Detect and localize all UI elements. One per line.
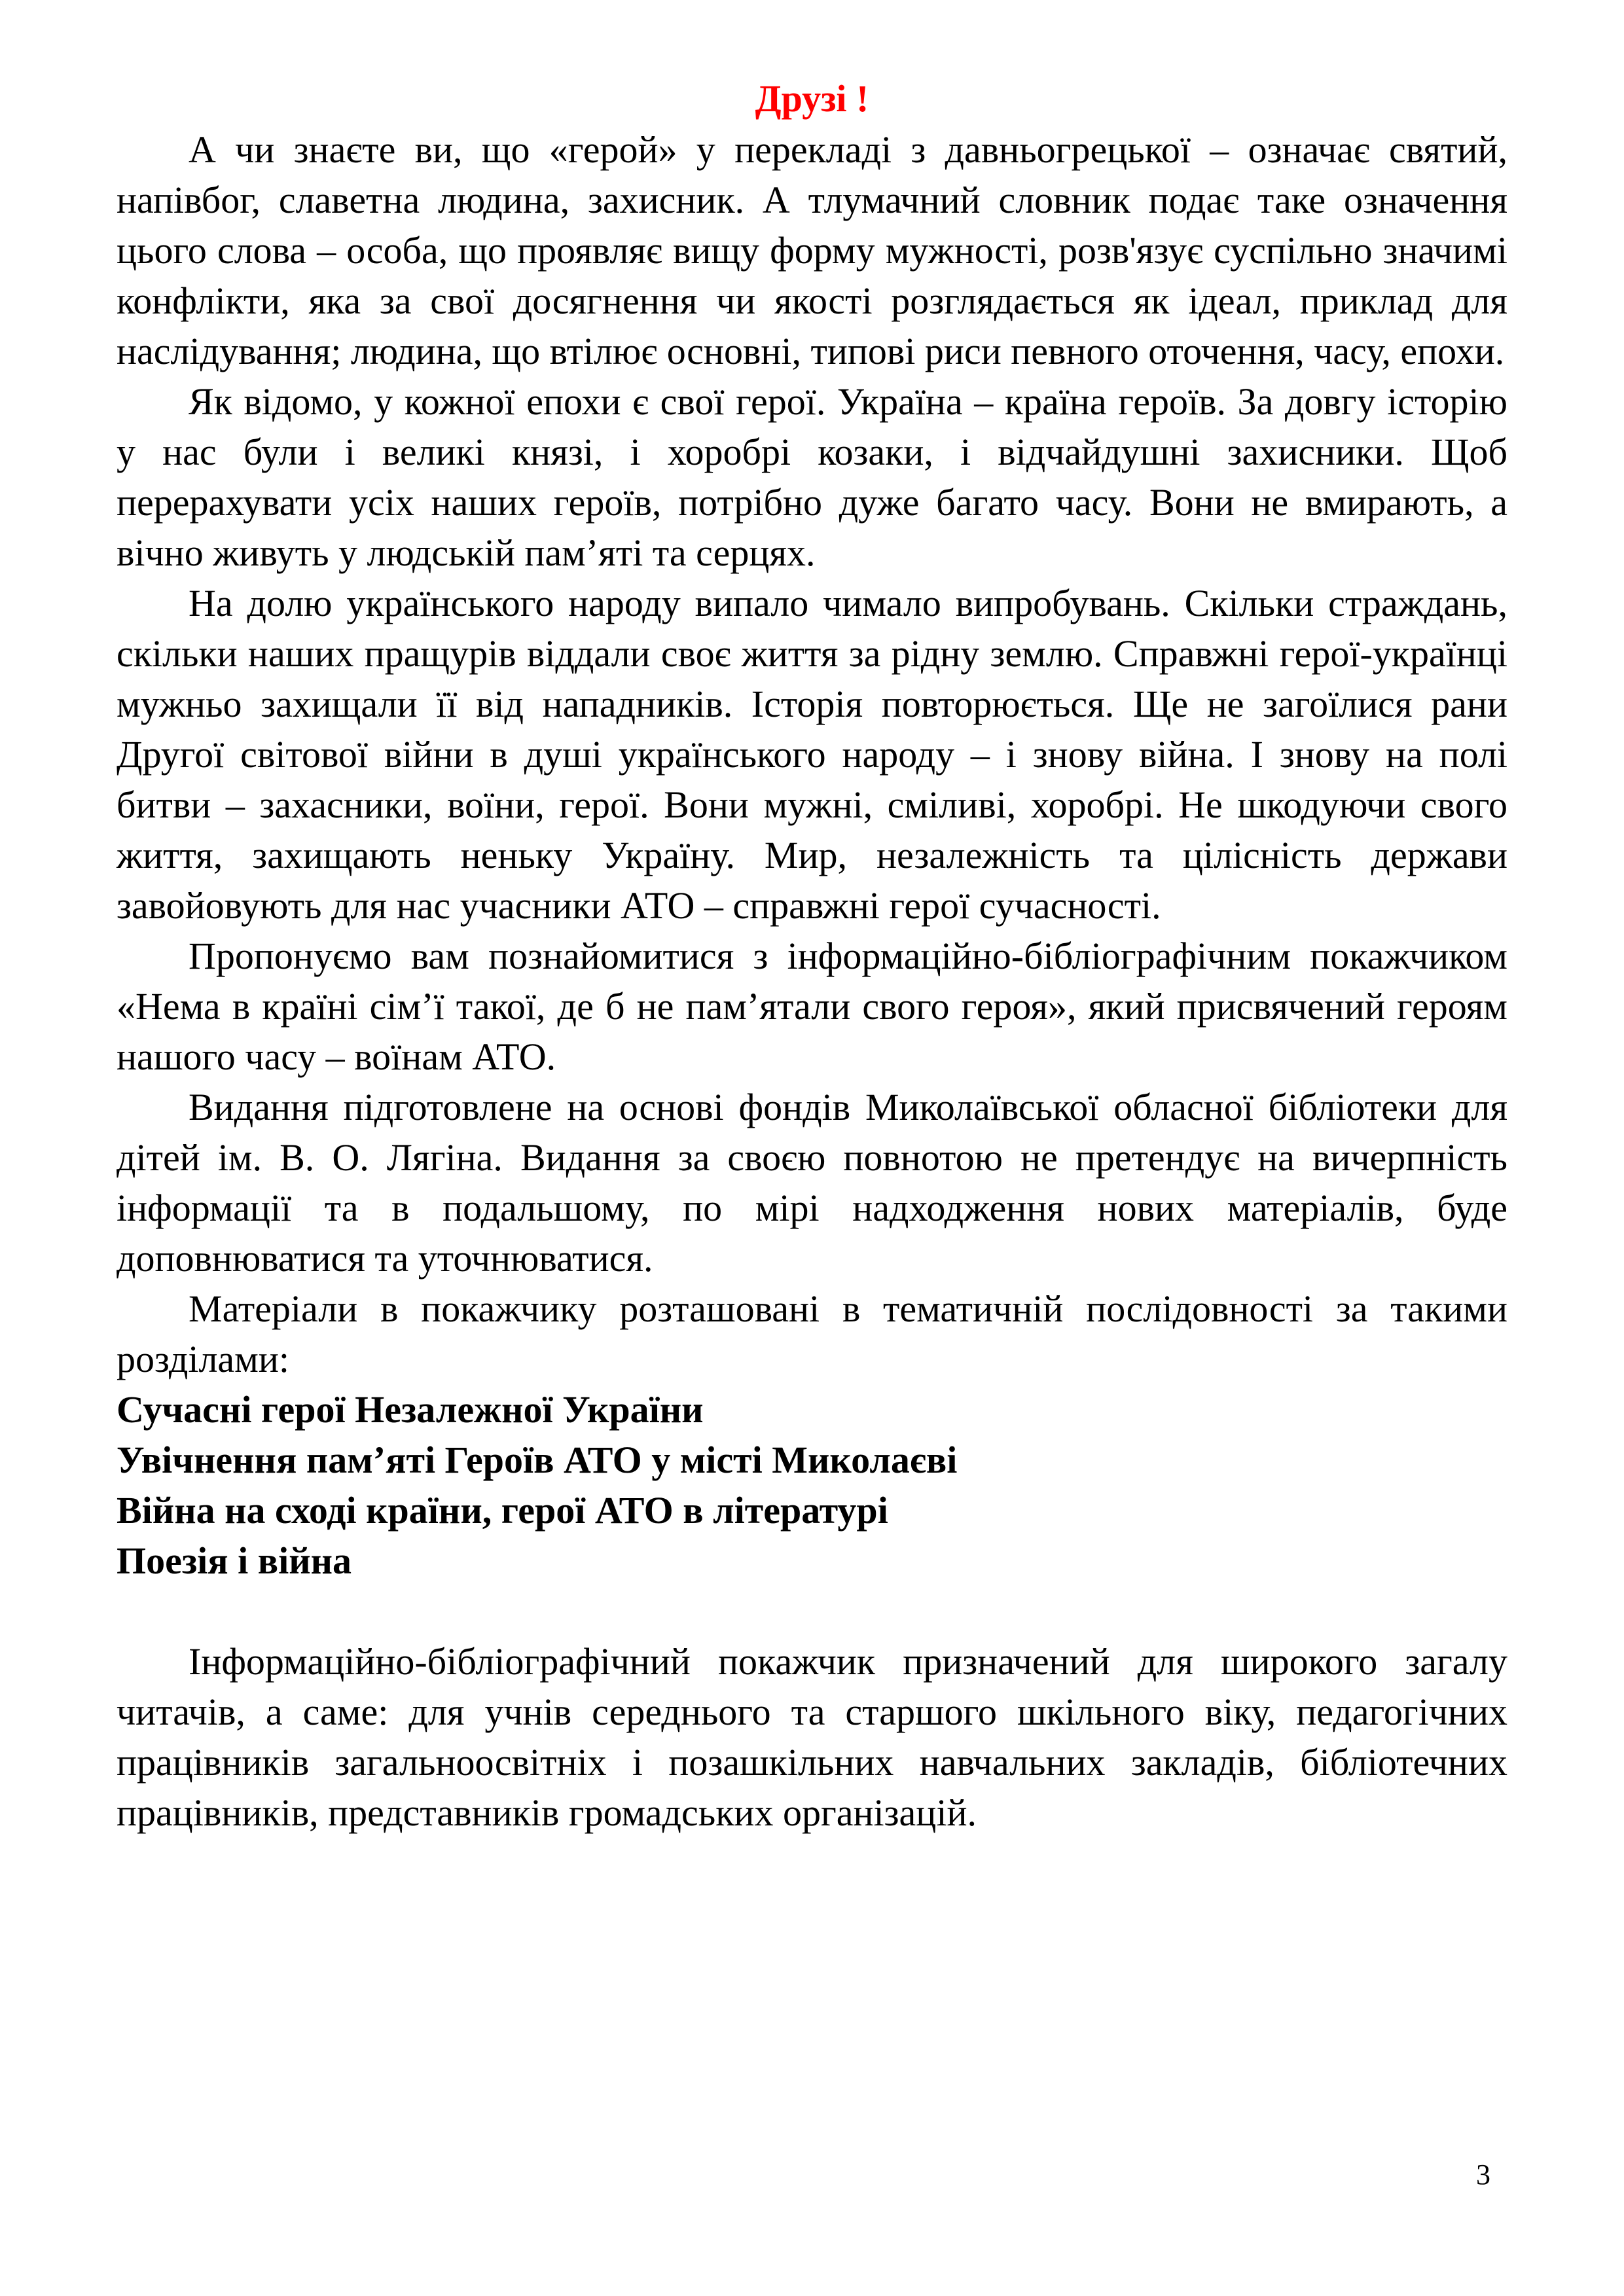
section-item: Увічнення пам’яті Героїв АТО у місті Миколаєві [117,1439,958,1481]
intro-paragraph-ato-defenders: На долю українського народу випало чимало випробувань. Скільки страждань, скільки наших пращурів віддали своє життя за рідну землю. Справжні герої-українці мужньо захищали її від нападників. Історія повторюється. Ще не загоїлися рани Другої світової війни в душі українського народу – і знову війна. І знову на полі битви – захасники, воїни, герої. Вони мужні, сміливі, хоробрі. Не шкодуючи свого життя, захищають неньку Україну. Мир, незалежність та цілісність держави завойовують для нас учасники АТО – справжні герої сучасності. [117,582,1507,927]
sections-list [117,1384,1507,1586]
intro-paragraph-edition-basis: Видання підготовлене на основі фондів Миколаївської обласної бібліотеки для дітей ім. В. О. Лягіна. Видання за своєю повнотою не претендує на вичерпність інформації та в подальшому, по мірі надходження нових матеріалів, буде доповнюватися та уточнюватися. [117,1086,1507,1280]
page-number: 3 [1476,2159,1490,2191]
intro-paragraph-hero-meaning: А чи знаєте ви, що «герой» у перекладі з давньогрецької – означає святий, напівбог, славетна людина, захисник. А тлумачний словник подає таке означення цього слова – особа, що проявляє вищу форму мужності, розв'язує суспільно значимі конфлікти, яка за свої досягнення чи якості розглядається як ідеал, приклад для наслідування; людина, що втілює основні, типові риси певного оточення, часу, епохи. [117,128,1507,372]
document-page [117,73,1507,1838]
intro-paragraph-heroes-of-ukraine: Як відомо, у кожної епохи є свої герої. Україна – країна героїв. За довгу історію у нас були і великі князі, і хоробрі козаки, і відчайдушні захисники. Щоб перерахувати усіх наших героїв, потрібно дуже багато часу. Вони не вмирають, а вічно живуть у людській пам’яті та серцях. [117,380,1507,574]
intro-paragraph-sections-lead: Матеріали в покажчику розташовані в тематичній послідовності за такими розділами: [117,1287,1507,1380]
section-item: Війна на сході країни, герої АТО в літературі [117,1489,888,1532]
section-item: Поезія і війна [117,1539,352,1582]
spacer [117,1586,1507,1636]
page-title: Друзі ! [755,77,869,120]
intro-paragraph-index-proposal: Пропонуємо вам познайомитися з інформаційно-бібліографічним покажчиком «Нема в країні сім’ї такої, де б не пам’ятали свого героя», який присвячений героям нашого часу – воїнам АТО. [117,935,1507,1078]
closing-paragraph-audience: Інформаційно-бібліографічний покажчик призначений для широкого загалу читачів, а саме: для учнів середнього та старшого шкільного віку, педагогічних працівників загальноосвітніх і позашкільних навчальних закладів, бібліотечних працівників, представників громадських організацій. [117,1640,1507,1834]
section-item: Сучасні герої Незалежної України [117,1388,704,1431]
